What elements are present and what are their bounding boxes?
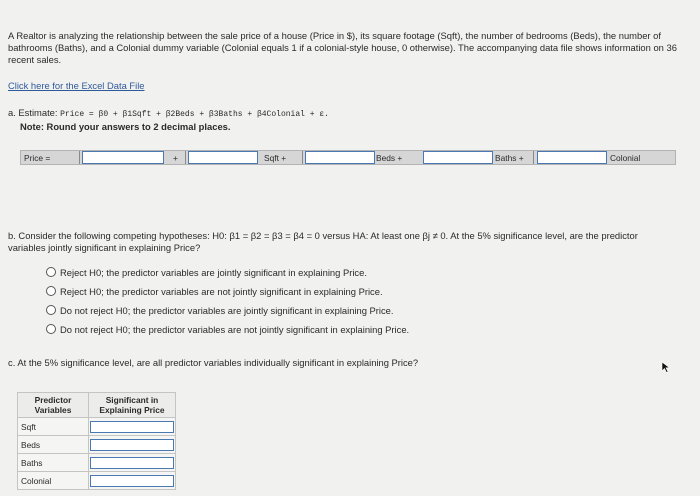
part-b-question: b. Consider the following competing hypotheses: H0: β1 = β2 = β3 = β4 = 0 versus HA: At least one βj ≠ 0. At the 5% significance level, are the predictor variables jointly significant in explaining Price? <box>8 230 638 253</box>
predictor-name: Baths <box>18 454 89 472</box>
radio-button-icon[interactable] <box>46 324 56 334</box>
option-reject-jointly-significant[interactable] <box>46 267 367 278</box>
separator <box>533 151 534 164</box>
colonial-label: Colonial <box>610 153 641 163</box>
baths-coefficient-input[interactable] <box>423 151 493 164</box>
radio-button-icon[interactable] <box>46 305 56 315</box>
significance-table <box>17 392 176 490</box>
table-row <box>18 436 176 454</box>
predictor-name: Beds <box>18 436 89 454</box>
beds-significance-select[interactable] <box>90 439 174 451</box>
sqft-coefficient-input[interactable] <box>188 151 258 164</box>
part-a-note: Note: Round your answers to 2 decimal places. <box>20 121 231 132</box>
separator <box>302 151 303 164</box>
predictor-name: Sqft <box>18 418 89 436</box>
baths-significance-select[interactable] <box>90 457 174 469</box>
beds-coefficient-input[interactable] <box>305 151 375 164</box>
regression-equation-row <box>20 150 676 165</box>
radio-button-icon[interactable] <box>46 267 56 277</box>
answer-cell <box>89 436 176 454</box>
option-not-reject-not-jointly-significant[interactable] <box>46 324 409 335</box>
predictor-name: Colonial <box>18 472 89 490</box>
intercept-input[interactable] <box>82 151 164 164</box>
baths-label: Baths + <box>495 153 524 163</box>
separator <box>79 151 80 164</box>
option-reject-not-jointly-significant[interactable] <box>46 286 383 297</box>
answer-cell <box>89 472 176 490</box>
plus-sign: + <box>173 153 178 163</box>
beds-label: Beds + <box>376 153 403 163</box>
answer-cell <box>89 454 176 472</box>
option-not-reject-jointly-significant[interactable] <box>46 305 394 316</box>
part-a-equation: Price = β0 + β1Sqft + β2Beds + β3Baths + β4Colonial + ε. <box>60 110 329 119</box>
radio-button-icon[interactable] <box>46 286 56 296</box>
option-label: Reject H0; the predictor variables are not jointly significant in explaining Price. <box>60 286 383 297</box>
part-a-label: a. Estimate: <box>8 107 58 118</box>
table-row <box>18 454 176 472</box>
part-a-question <box>8 107 329 119</box>
excel-data-link[interactable]: Click here for the Excel Data File <box>8 80 145 91</box>
mouse-cursor-icon <box>661 361 671 373</box>
option-label: Do not reject H0; the predictor variables are jointly significant in explaining Price. <box>60 305 394 316</box>
table-row <box>18 472 176 490</box>
separator <box>185 151 186 164</box>
part-c-question: c. At the 5% significance level, are all predictor variables individually significant in explaining Price? <box>8 357 419 368</box>
colonial-significance-select[interactable] <box>90 475 174 487</box>
sqft-significance-select[interactable] <box>90 421 174 433</box>
option-label: Do not reject H0; the predictor variables are not jointly significant in explaining Price. <box>60 324 410 335</box>
colonial-coefficient-input[interactable] <box>537 151 607 164</box>
table-row <box>18 418 176 436</box>
sqft-label: Sqft + <box>264 153 287 163</box>
answer-cell <box>89 418 176 436</box>
price-label: Price = <box>24 153 51 163</box>
header-predictor-variables: Predictor Variables <box>18 393 89 418</box>
problem-intro: A Realtor is analyzing the relationship between the sale price of a house (Price in $), its square footage (Sqft), the number of bedrooms (Beds), the number of bathrooms (Baths), and a Colonial dummy variable (Colonial equals 1 if a colonial-style house, 0 otherwise). The accompanying data file shows information on 36 recent sales. <box>8 30 677 65</box>
header-significant: Significant in Explaining Price <box>89 393 176 418</box>
option-label: Reject H0; the predictor variables are jointly significant in explaining Price. <box>60 267 367 278</box>
